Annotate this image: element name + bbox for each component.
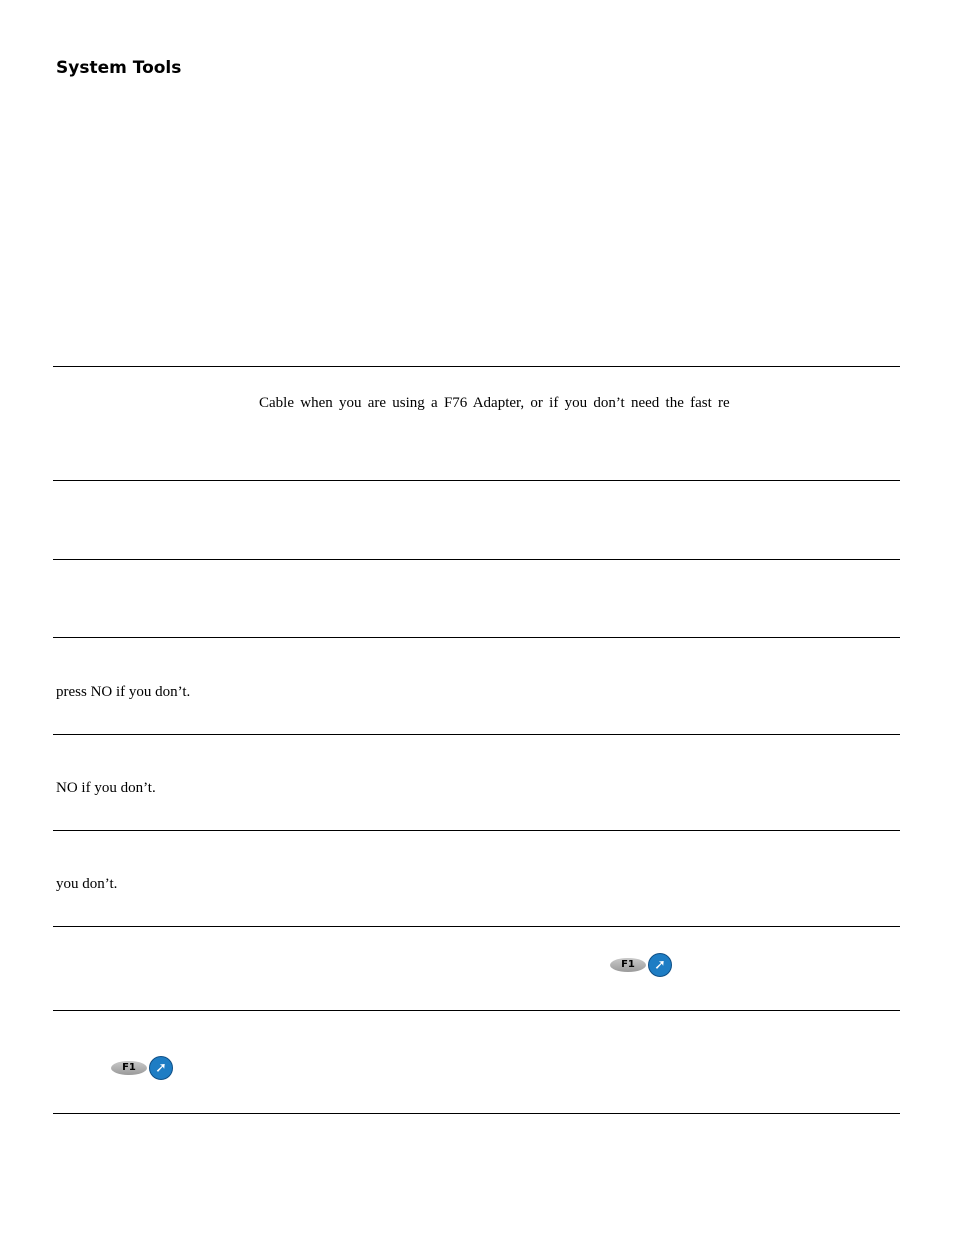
- row-text: you don’t.: [56, 876, 118, 892]
- divider: [53, 480, 900, 481]
- divider: [53, 1010, 900, 1011]
- divider: [53, 926, 900, 927]
- f1-arrow-key-combo: [610, 953, 672, 977]
- arrow-up-right-icon: ➚: [648, 953, 672, 977]
- f1-key-icon: F1: [111, 1061, 147, 1075]
- f1-key-icon: F1: [610, 958, 646, 972]
- divider: [53, 637, 900, 638]
- f1-arrow-key-combo: [111, 1056, 173, 1080]
- row-text: Cable when you are using a F76 Adapter, or if you don’t need the fast re: [259, 395, 730, 411]
- divider: [53, 830, 900, 831]
- row-text: press NO if you don’t.: [56, 684, 191, 700]
- page-heading: System Tools: [56, 58, 182, 78]
- arrow-up-right-icon: ➚: [149, 1056, 173, 1080]
- divider: [53, 366, 900, 367]
- row-text: NO if you don’t.: [56, 780, 156, 796]
- divider: [53, 1113, 900, 1114]
- divider: [53, 734, 900, 735]
- divider: [53, 559, 900, 560]
